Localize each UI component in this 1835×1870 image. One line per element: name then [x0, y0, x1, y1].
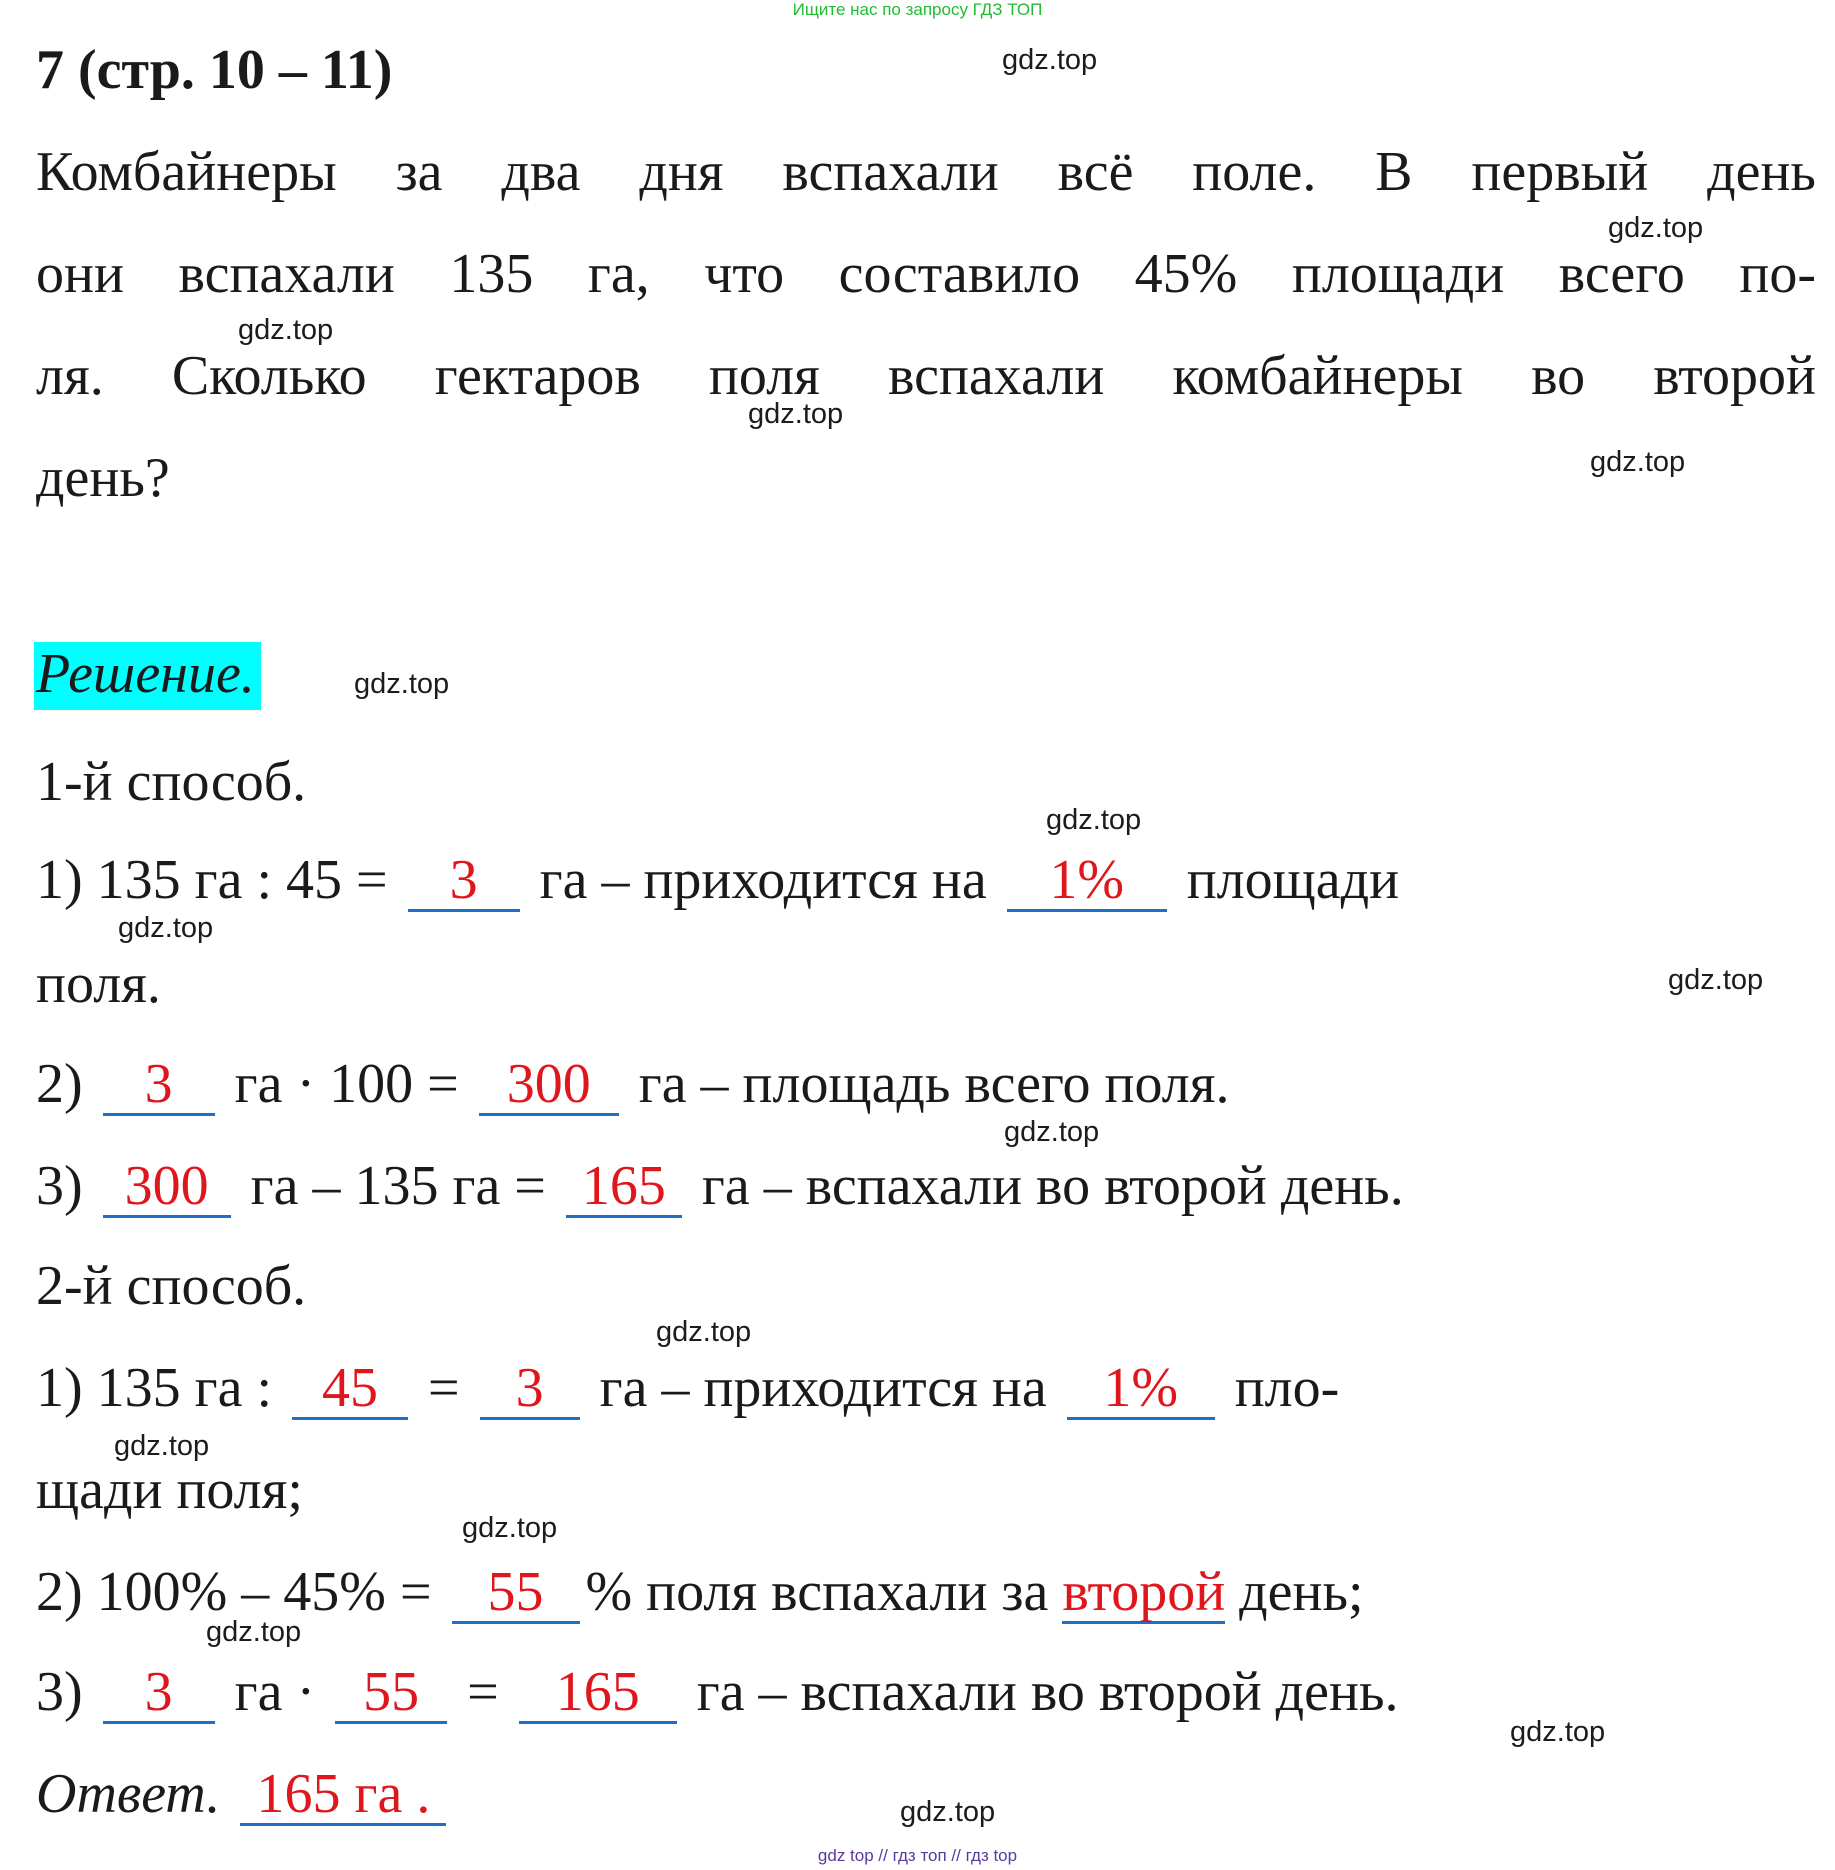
watermark: gdz.top — [748, 398, 844, 430]
word: поле. — [1192, 141, 1317, 203]
step-text: 3) — [36, 1661, 97, 1723]
answer-blank: 165 — [519, 1663, 677, 1724]
step-text: га · 100 = — [220, 1053, 473, 1115]
word: они — [36, 243, 124, 305]
watermark: gdz.top — [1668, 964, 1764, 996]
step-text: га – площадь всего поля. — [624, 1053, 1230, 1115]
word: за — [395, 141, 443, 203]
word: день — [1707, 141, 1816, 203]
method1-heading: 1-й способ. — [36, 751, 307, 813]
word: Комбайнеры — [36, 141, 337, 203]
answer-label: Ответ. — [36, 1763, 221, 1825]
word: 45% — [1134, 243, 1238, 305]
answer-blank: 300 — [479, 1055, 619, 1116]
answer-blank: 3 — [103, 1055, 215, 1116]
word: что — [704, 243, 785, 305]
step-text: га · — [220, 1661, 330, 1723]
step-text: % поля вспахали за — [585, 1561, 1063, 1623]
word: дня — [639, 141, 724, 203]
word: Сколько — [171, 345, 367, 407]
watermark: gdz.top — [114, 1430, 210, 1462]
footer: gdz top // гдз топ // гдз top — [817, 1846, 1018, 1865]
step-text: 1) 135 га : 45 = — [36, 849, 402, 911]
exercise-title: 7 (стр. 10 – 11) — [36, 39, 393, 101]
step-text: га – вспахали во второй день. — [682, 1661, 1399, 1723]
word: составило — [838, 243, 1081, 305]
watermark: gdz.top — [900, 1796, 996, 1828]
step-text: = — [453, 1661, 513, 1723]
word: вспахали — [887, 345, 1105, 407]
step-text: пло- — [1220, 1357, 1340, 1419]
step-text: 2) — [36, 1053, 97, 1115]
answer-blank: 3 — [408, 851, 520, 912]
problem-line-3 — [36, 344, 1816, 408]
step-text: площади — [1172, 849, 1400, 911]
answer-blank: 165 га . — [240, 1765, 446, 1826]
word: 135 — [449, 243, 534, 305]
word: второй — [1653, 345, 1816, 407]
step-text: 3) — [36, 1155, 97, 1217]
word: по- — [1739, 243, 1816, 305]
watermark: gdz.top — [354, 668, 450, 700]
answer-blank: 1% — [1007, 851, 1167, 912]
word: В — [1375, 141, 1413, 203]
word: га, — [587, 243, 650, 305]
method1-step2 — [36, 1052, 1229, 1116]
method2-step1 — [36, 1356, 1339, 1420]
watermark: gdz.top — [206, 1616, 302, 1648]
step-text: га – приходится на — [585, 1357, 1061, 1419]
method2-step3 — [36, 1660, 1399, 1724]
answer-blank: 55 — [452, 1563, 580, 1624]
watermark: gdz.top — [1590, 446, 1686, 478]
watermark: gdz.top — [1002, 44, 1098, 76]
answer-blank: 1% — [1067, 1359, 1215, 1420]
answer-blank: 3 — [103, 1663, 215, 1724]
solution-label: Решение. — [34, 642, 261, 710]
method1-step1-cont: поля. — [36, 953, 161, 1015]
highlighted-word: второй — [1062, 1561, 1226, 1623]
word: первый — [1471, 141, 1649, 203]
word: гектаров — [434, 345, 641, 407]
word: поля — [708, 345, 820, 407]
word: всего — [1558, 243, 1685, 305]
answer-blank: 165 — [566, 1157, 682, 1218]
problem-line-1 — [36, 140, 1816, 204]
watermark: gdz.top — [462, 1512, 558, 1544]
watermark: gdz.top — [1608, 212, 1704, 244]
step-text: га – 135 га = — [236, 1155, 560, 1217]
watermark: gdz.top — [1004, 1116, 1100, 1148]
answer-blank: 3 — [480, 1359, 580, 1420]
word: вспахали — [782, 141, 999, 203]
method1-step1 — [36, 848, 1399, 912]
step-text: га – вспахали во второй день. — [687, 1155, 1404, 1217]
watermark: gdz.top — [1510, 1716, 1606, 1748]
watermark: gdz.top — [238, 314, 334, 346]
step-text: = — [414, 1357, 474, 1419]
problem-line-2 — [36, 242, 1816, 306]
watermark: gdz.top — [118, 912, 214, 944]
word: комбайнеры — [1172, 345, 1463, 407]
answer-blank: 300 — [103, 1157, 231, 1218]
method2-step2 — [36, 1560, 1364, 1624]
word: во — [1531, 345, 1586, 407]
word: площади — [1291, 243, 1505, 305]
word: всё — [1057, 141, 1134, 203]
step-text: 2) 100% – 45% = — [36, 1561, 446, 1623]
method2-step1-cont: щади поля; — [36, 1459, 303, 1521]
word: два — [501, 141, 581, 203]
watermark: gdz.top — [1046, 804, 1142, 836]
step-text: день; — [1225, 1561, 1364, 1623]
top-banner: Ищите нас по запросу ГДЗ ТОП — [792, 0, 1043, 19]
step-text: га – приходится на — [525, 849, 1001, 911]
answer-line — [36, 1762, 452, 1826]
step-text: 1) 135 га : — [36, 1357, 287, 1419]
problem-line-4: день? — [36, 447, 170, 509]
word: ля. — [36, 345, 104, 407]
watermark: gdz.top — [656, 1316, 752, 1348]
word: вспахали — [178, 243, 395, 305]
method2-heading: 2-й способ. — [36, 1255, 307, 1317]
answer-blank: 55 — [335, 1663, 447, 1724]
answer-blank: 45 — [292, 1359, 408, 1420]
method1-step3 — [36, 1154, 1404, 1218]
